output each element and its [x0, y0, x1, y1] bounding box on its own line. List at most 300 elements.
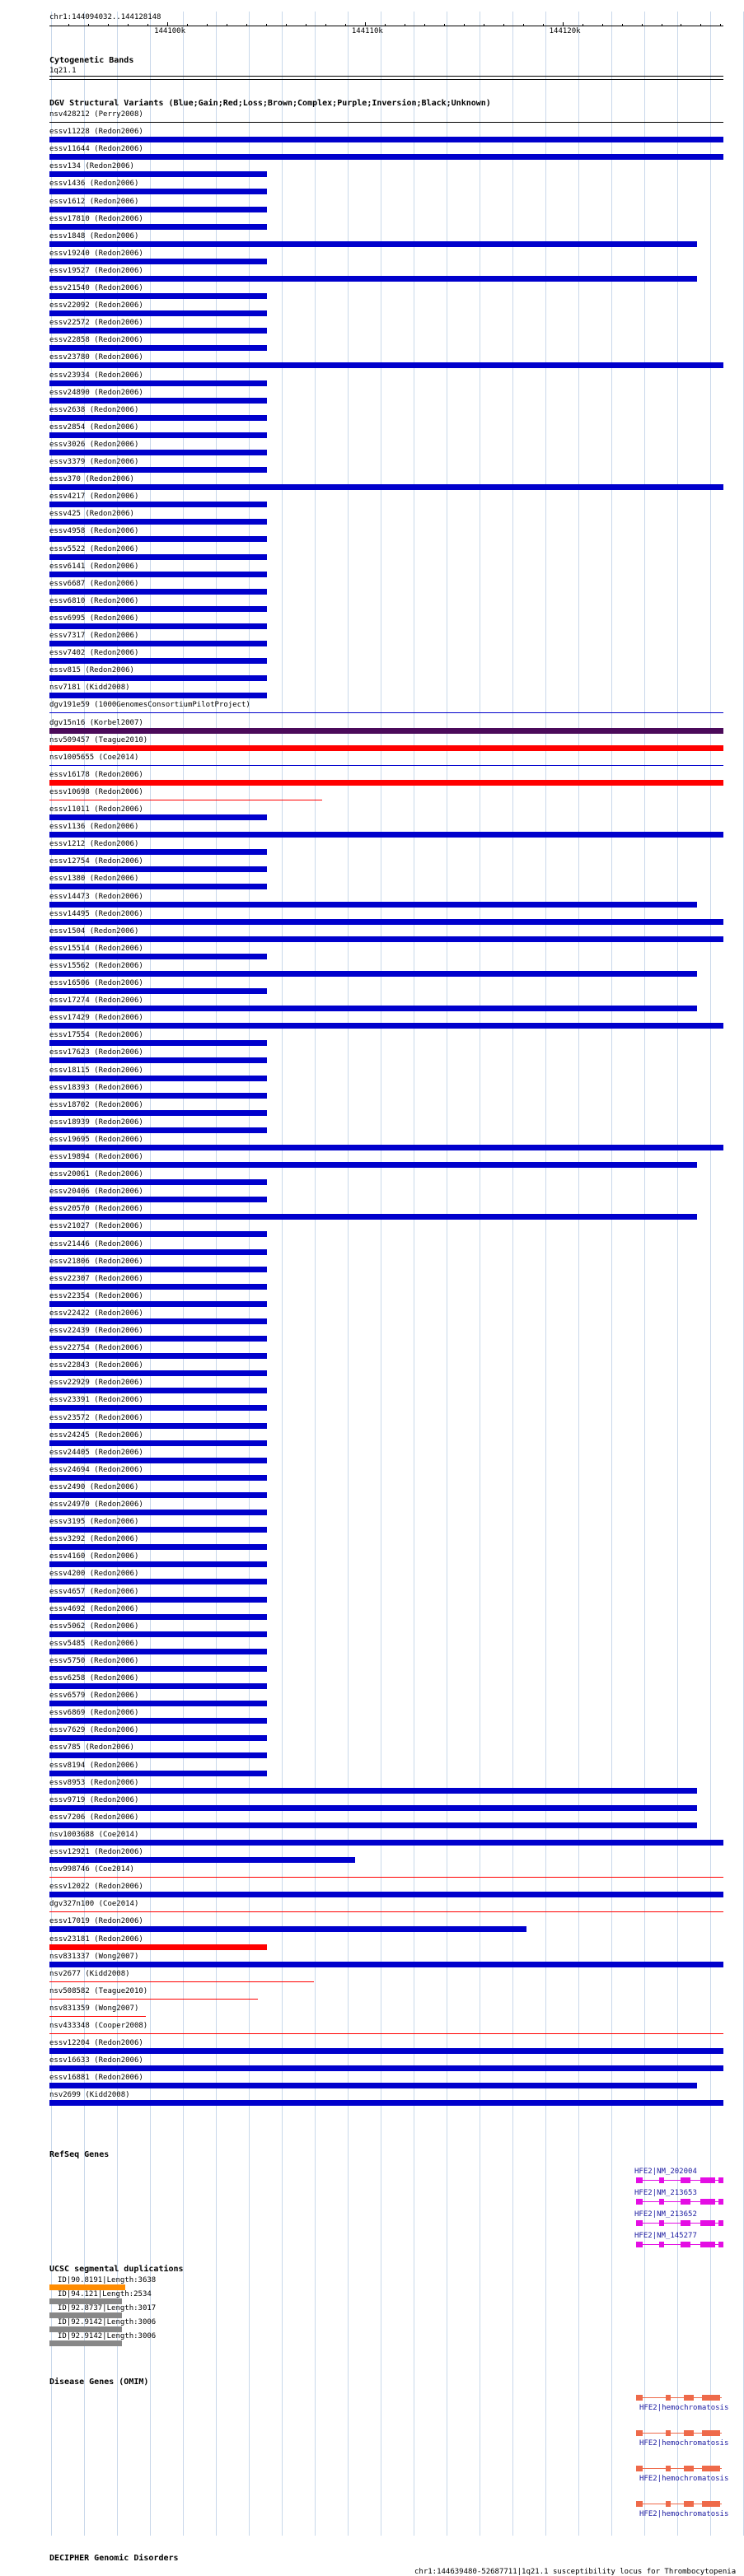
variant-bar[interactable] — [49, 2100, 723, 2106]
refseq-gene-exon[interactable] — [718, 2199, 723, 2205]
variant-bar[interactable] — [49, 1683, 267, 1689]
variant-label[interactable]: essv1504 (Redon2006) — [49, 926, 139, 936]
variant-label[interactable]: essv20570 (Redon2006) — [49, 1205, 143, 1214]
segdup-bar[interactable] — [49, 2340, 122, 2346]
variant-line[interactable] — [49, 1999, 258, 2000]
variant-label[interactable]: essv4200 (Redon2006) — [49, 1570, 139, 1579]
omim-gene-exon[interactable] — [702, 2430, 720, 2436]
variant-label[interactable]: essv10698 (Redon2006) — [49, 787, 143, 796]
refseq-gene-label[interactable]: HFE2|NM_213652 — [634, 2210, 697, 2219]
variant-label[interactable]: essv24694 (Redon2006) — [49, 1465, 143, 1474]
variant-bar[interactable] — [49, 1701, 267, 1706]
variant-label[interactable]: essv3195 (Redon2006) — [49, 1518, 139, 1527]
variant-line[interactable] — [49, 765, 723, 766]
refseq-gene-exon[interactable] — [659, 2199, 664, 2205]
variant-bar[interactable] — [49, 467, 267, 473]
variant-bar[interactable] — [49, 1788, 697, 1794]
variant-label[interactable]: essv8953 (Redon2006) — [49, 1778, 139, 1787]
variant-bar[interactable] — [49, 1492, 267, 1498]
variant-label[interactable]: essv22754 (Redon2006) — [49, 1344, 143, 1353]
variant-label[interactable]: essv19527 (Redon2006) — [49, 266, 143, 275]
variant-label[interactable]: essv6869 (Redon2006) — [49, 1709, 139, 1718]
variant-label[interactable]: essv6579 (Redon2006) — [49, 1692, 139, 1701]
variant-bar[interactable] — [49, 1944, 267, 1950]
variant-label[interactable]: essv16633 (Redon2006) — [49, 2056, 143, 2065]
variant-bar[interactable] — [49, 1579, 267, 1584]
refseq-gene-exon[interactable] — [659, 2242, 664, 2247]
variant-label[interactable]: nsv433348 (Cooper2008) — [49, 2022, 148, 2030]
variant-bar[interactable] — [49, 310, 267, 316]
variant-bar[interactable] — [49, 1475, 267, 1481]
variant-label[interactable]: essv11644 (Redon2006) — [49, 145, 143, 154]
segdup-label[interactable]: ID|90.8191|Length:3638 — [58, 2276, 157, 2284]
variant-bar[interactable] — [49, 328, 267, 334]
refseq-gene-exon[interactable] — [681, 2177, 690, 2183]
refseq-gene-exon[interactable] — [718, 2177, 723, 2183]
variant-label[interactable]: essv24970 (Redon2006) — [49, 1500, 143, 1509]
variant-bar[interactable] — [49, 572, 267, 577]
grid-line — [249, 12, 250, 2536]
variant-label[interactable]: essv12022 (Redon2006) — [49, 1883, 143, 1892]
ruler-tick — [167, 22, 168, 26]
variant-label[interactable]: essv12921 (Redon2006) — [49, 1848, 143, 1856]
variant-bar[interactable] — [49, 780, 723, 786]
variant-label[interactable]: essv15562 (Redon2006) — [49, 961, 143, 970]
variant-bar[interactable] — [49, 606, 267, 612]
variant-label[interactable]: nsv1003688 (Coe2014) — [49, 1830, 139, 1839]
variant-bar[interactable] — [49, 1926, 526, 1932]
ruler-tick — [266, 24, 267, 26]
variant-bar[interactable] — [49, 1805, 697, 1811]
variant-label[interactable]: nsv509457 (Teague2010) — [49, 735, 148, 744]
variant-label[interactable]: essv2854 (Redon2006) — [49, 422, 139, 432]
ruler-tick — [187, 24, 188, 26]
omim-gene-exon[interactable] — [666, 2430, 671, 2436]
variant-label[interactable]: essv11228 (Redon2006) — [49, 128, 143, 137]
segdup-label[interactable]: ID|94.121|Length:2534 — [58, 2290, 152, 2298]
variant-bar[interactable] — [49, 1040, 267, 1046]
variant-label[interactable]: essv22858 (Redon2006) — [49, 336, 143, 345]
decipher-item-label[interactable]: chr1:144639480-52687711|1q21.1 susceptibility locus for Thrombocytopenia — [414, 2568, 737, 2576]
ruler-tick — [246, 24, 247, 26]
variant-label[interactable]: essv2638 (Redon2006) — [49, 405, 139, 414]
variant-label[interactable]: nsv7181 (Kidd2008) — [49, 684, 130, 693]
variant-label[interactable]: nsv508582 (Teague2010) — [49, 1986, 148, 1995]
variant-bar[interactable] — [49, 1127, 267, 1133]
variant-label[interactable]: nsv2699 (Kidd2008) — [49, 2091, 130, 2100]
refseq-gene-exon[interactable] — [636, 2177, 643, 2183]
variant-label[interactable]: essv2490 (Redon2006) — [49, 1482, 139, 1491]
variant-bar[interactable] — [49, 1214, 697, 1220]
omim-gene-exon[interactable] — [666, 2501, 671, 2507]
variant-label[interactable]: essv23780 (Redon2006) — [49, 353, 143, 362]
variant-label[interactable]: essv4160 (Redon2006) — [49, 1552, 139, 1561]
omim-gene-exon[interactable] — [702, 2466, 720, 2471]
variant-label[interactable]: nsv998746 (Coe2014) — [49, 1865, 134, 1874]
variant-label[interactable]: essv20406 (Redon2006) — [49, 1188, 143, 1197]
variant-label[interactable]: essv19695 (Redon2006) — [49, 1135, 143, 1144]
variant-bar[interactable] — [49, 1284, 267, 1290]
variant-bar[interactable] — [49, 988, 267, 994]
omim-gene-exon[interactable] — [702, 2395, 720, 2401]
variant-label[interactable]: essv5750 (Redon2006) — [49, 1656, 139, 1665]
omim-gene-exon[interactable] — [684, 2466, 694, 2471]
variant-line[interactable] — [49, 2033, 723, 2034]
variant-bar[interactable] — [49, 1735, 267, 1741]
variant-label[interactable]: essv22092 (Redon2006) — [49, 301, 143, 310]
variant-label[interactable]: essv4958 (Redon2006) — [49, 527, 139, 536]
variant-line[interactable] — [49, 1911, 723, 1912]
variant-label[interactable]: essv6995 (Redon2006) — [49, 614, 139, 623]
variant-label[interactable]: essv1848 (Redon2006) — [49, 231, 139, 240]
variant-bar[interactable] — [49, 954, 267, 959]
omim-gene-exon[interactable] — [636, 2501, 643, 2507]
segdup-bar[interactable] — [49, 2326, 122, 2332]
variant-label[interactable]: essv22307 (Redon2006) — [49, 1274, 143, 1283]
segdup-bar[interactable] — [49, 2312, 122, 2318]
variant-label[interactable]: essv4657 (Redon2006) — [49, 1587, 139, 1596]
variant-bar[interactable] — [49, 936, 723, 942]
ruler-tick-label: 144110k — [351, 27, 383, 35]
variant-bar[interactable] — [49, 276, 697, 282]
variant-label[interactable]: essv18702 (Redon2006) — [49, 1100, 143, 1109]
variant-label[interactable]: essv7629 (Redon2006) — [49, 1726, 139, 1735]
variant-label[interactable]: essv7317 (Redon2006) — [49, 632, 139, 640]
omim-gene-exon[interactable] — [702, 2501, 720, 2507]
variant-label[interactable]: essv17623 (Redon2006) — [49, 1048, 143, 1057]
variant-label[interactable]: essv17429 (Redon2006) — [49, 1014, 143, 1023]
variant-bar[interactable] — [49, 1649, 267, 1654]
variant-bar[interactable] — [49, 832, 723, 838]
variant-bar[interactable] — [49, 1892, 723, 1897]
variant-bar[interactable] — [49, 1162, 697, 1168]
variant-bar[interactable] — [49, 137, 723, 142]
variant-label[interactable]: essv7402 (Redon2006) — [49, 649, 139, 658]
variant-label[interactable]: essv17019 (Redon2006) — [49, 1917, 143, 1926]
variant-label[interactable]: essv425 (Redon2006) — [49, 510, 134, 519]
refseq-gene-exon[interactable] — [681, 2199, 690, 2205]
omim-gene-label[interactable]: HFE2|hemochromatosis — [639, 2475, 729, 2483]
variant-bar[interactable] — [49, 849, 267, 855]
variant-bar[interactable] — [49, 380, 267, 386]
variant-bar[interactable] — [49, 1752, 267, 1758]
variant-bar[interactable] — [49, 971, 697, 977]
variant-label[interactable]: essv18393 (Redon2006) — [49, 1083, 143, 1092]
variant-bar[interactable] — [49, 189, 267, 194]
variant-line[interactable] — [49, 1877, 723, 1878]
segdup-label[interactable]: ID|92.8737|Length:3017 — [58, 2304, 157, 2312]
variant-bar[interactable] — [49, 502, 267, 507]
variant-bar[interactable] — [49, 641, 267, 646]
variant-label[interactable]: essv17810 (Redon2006) — [49, 214, 143, 223]
variant-label[interactable]: essv11011 (Redon2006) — [49, 805, 143, 814]
variant-bar[interactable] — [49, 1597, 267, 1603]
variant-bar[interactable] — [49, 554, 267, 560]
variant-label[interactable]: essv24405 (Redon2006) — [49, 1448, 143, 1457]
variant-label[interactable]: essv12204 (Redon2006) — [49, 2039, 143, 2048]
variant-bar[interactable] — [49, 484, 723, 490]
variant-bar[interactable] — [49, 432, 267, 438]
omim-gene-exon[interactable] — [636, 2466, 643, 2471]
variant-bar[interactable] — [49, 1231, 267, 1237]
refseq-gene-label[interactable]: HFE2|NM_202004 — [634, 2168, 697, 2176]
variant-bar[interactable] — [49, 2083, 697, 2088]
variant-bar[interactable] — [49, 1006, 697, 1011]
variant-bar[interactable] — [49, 1370, 267, 1376]
variant-label[interactable]: essv18939 (Redon2006) — [49, 1118, 143, 1127]
variant-line[interactable] — [49, 1981, 314, 1982]
variant-bar[interactable] — [49, 1093, 267, 1099]
omim-gene-label[interactable]: HFE2|hemochromatosis — [639, 2404, 729, 2412]
variant-bar[interactable] — [49, 345, 267, 351]
refseq-gene-exon[interactable] — [636, 2242, 643, 2247]
variant-label[interactable]: essv785 (Redon2006) — [49, 1743, 134, 1752]
variant-label[interactable]: essv1436 (Redon2006) — [49, 180, 139, 189]
variant-label[interactable]: nsv2677 (Kidd2008) — [49, 1969, 130, 1978]
refseq-gene-exon[interactable] — [700, 2242, 715, 2247]
variant-bar[interactable] — [49, 623, 267, 629]
variant-label[interactable]: essv24890 (Redon2006) — [49, 388, 143, 397]
variant-bar[interactable] — [49, 362, 723, 368]
omim-gene-exon[interactable] — [666, 2466, 671, 2471]
refseq-gene-exon[interactable] — [681, 2242, 690, 2247]
refseq-gene-exon[interactable] — [681, 2220, 690, 2226]
variant-bar[interactable] — [49, 450, 267, 455]
variant-label[interactable]: essv16506 (Redon2006) — [49, 979, 143, 987]
dgv-title: DGV Structural Variants (Blue;Gain;Red;Loss;Brown;Complex;Purple;Inversion;Black;Unknown) — [49, 99, 491, 108]
variant-bar[interactable] — [49, 675, 267, 681]
variant-label[interactable]: essv5485 (Redon2006) — [49, 1639, 139, 1648]
variant-bar[interactable] — [49, 1318, 267, 1324]
variant-label[interactable]: essv21806 (Redon2006) — [49, 1257, 143, 1266]
variant-bar[interactable] — [49, 693, 267, 698]
variant-bar[interactable] — [49, 1023, 723, 1029]
refseq-gene-exon[interactable] — [700, 2177, 715, 2183]
cytoband-label[interactable]: 1q21.1 — [49, 67, 77, 75]
variant-bar[interactable] — [49, 171, 267, 177]
variant-label[interactable]: nsv428212 (Perry2008) — [49, 110, 143, 119]
variant-bar[interactable] — [49, 814, 267, 820]
refseq-gene-label[interactable]: HFE2|NM_145277 — [634, 2232, 697, 2240]
variant-label[interactable]: essv19894 (Redon2006) — [49, 1153, 143, 1161]
variant-label[interactable]: essv12754 (Redon2006) — [49, 857, 143, 866]
refseq-gene-label[interactable]: HFE2|NM_213653 — [634, 2189, 697, 2197]
variant-label[interactable]: essv6141 (Redon2006) — [49, 562, 139, 571]
variant-label[interactable]: essv6810 (Redon2006) — [49, 596, 139, 605]
variant-label[interactable]: essv21446 (Redon2006) — [49, 1239, 143, 1248]
variant-bar[interactable] — [49, 1301, 267, 1307]
variant-label[interactable]: dgv191e59 (1000GenomesConsortiumPilotProject) — [49, 701, 250, 710]
variant-label[interactable]: essv4217 (Redon2006) — [49, 492, 139, 502]
segdup-bar[interactable] — [49, 2284, 125, 2290]
variant-label[interactable]: essv1212 (Redon2006) — [49, 840, 139, 849]
variant-label[interactable]: essv19240 (Redon2006) — [49, 249, 143, 258]
omim-gene-exon[interactable] — [684, 2395, 694, 2401]
variant-label[interactable]: essv22843 (Redon2006) — [49, 1361, 143, 1370]
variant-bar[interactable] — [49, 884, 267, 889]
variant-bar[interactable] — [49, 1840, 723, 1846]
variant-bar[interactable] — [49, 415, 267, 421]
variant-bar[interactable] — [49, 1267, 267, 1272]
variant-bar[interactable] — [49, 207, 267, 212]
variant-bar[interactable] — [49, 241, 697, 247]
variant-bar[interactable] — [49, 1962, 723, 1967]
variant-bar[interactable] — [49, 1388, 267, 1393]
variant-label[interactable]: essv5062 (Redon2006) — [49, 1622, 139, 1631]
variant-label[interactable]: essv17554 (Redon2006) — [49, 1031, 143, 1040]
variant-label[interactable]: essv5522 (Redon2006) — [49, 544, 139, 553]
omim-title: Disease Genes (OMIM) — [49, 2378, 149, 2387]
variant-bar[interactable] — [49, 1423, 267, 1429]
variant-label[interactable]: essv14473 (Redon2006) — [49, 892, 143, 901]
variant-bar[interactable] — [49, 1249, 267, 1255]
variant-label[interactable]: essv23181 (Redon2006) — [49, 1934, 143, 1944]
variant-label[interactable]: essv3379 (Redon2006) — [49, 458, 139, 466]
variant-bar[interactable] — [49, 1771, 267, 1776]
variant-label[interactable]: essv1380 (Redon2006) — [49, 875, 139, 884]
omim-gene-exon[interactable] — [666, 2395, 671, 2401]
variant-bar[interactable] — [49, 1110, 267, 1116]
variant-line[interactable] — [49, 122, 723, 123]
refseq-gene-exon[interactable] — [659, 2220, 664, 2226]
variant-bar[interactable] — [49, 1336, 267, 1342]
variant-bar[interactable] — [49, 1076, 267, 1081]
omim-gene-exon[interactable] — [684, 2430, 694, 2436]
variant-label[interactable]: essv23934 (Redon2006) — [49, 371, 143, 380]
variant-bar[interactable] — [49, 519, 267, 525]
variant-label[interactable]: essv3026 (Redon2006) — [49, 440, 139, 449]
variant-label[interactable]: essv22422 (Redon2006) — [49, 1309, 143, 1318]
variant-label[interactable]: essv6258 (Redon2006) — [49, 1674, 139, 1682]
variant-bar[interactable] — [49, 1057, 267, 1063]
variant-bar[interactable] — [49, 1544, 267, 1550]
variant-label[interactable]: essv22572 (Redon2006) — [49, 319, 143, 328]
variant-label[interactable]: essv1136 (Redon2006) — [49, 823, 139, 832]
variant-label[interactable]: essv22354 (Redon2006) — [49, 1291, 143, 1300]
refseq-gene-exon[interactable] — [718, 2220, 723, 2226]
omim-gene-label[interactable]: HFE2|hemochromatosis — [639, 2510, 729, 2518]
variant-label[interactable]: essv24245 (Redon2006) — [49, 1430, 143, 1440]
variant-bar[interactable] — [49, 1561, 267, 1567]
variant-label[interactable]: essv16881 (Redon2006) — [49, 2074, 143, 2083]
refseq-gene-exon[interactable] — [700, 2220, 715, 2226]
variant-bar[interactable] — [49, 1718, 267, 1724]
segdup-label[interactable]: ID|92.9142|Length:3006 — [58, 2332, 157, 2340]
omim-gene-exon[interactable] — [684, 2501, 694, 2507]
variant-label[interactable]: essv22929 (Redon2006) — [49, 1379, 143, 1388]
omim-gene-exon[interactable] — [636, 2430, 643, 2436]
variant-bar[interactable] — [49, 1458, 267, 1463]
variant-label[interactable]: nsv831337 (Wong2007) — [49, 1952, 139, 1961]
variant-bar[interactable] — [49, 1631, 267, 1637]
variant-label[interactable]: essv15514 (Redon2006) — [49, 944, 143, 953]
variant-bar[interactable] — [49, 2065, 723, 2071]
variant-label[interactable]: essv3292 (Redon2006) — [49, 1535, 139, 1544]
variant-label[interactable]: essv815 (Redon2006) — [49, 666, 134, 675]
variant-bar[interactable] — [49, 1614, 267, 1620]
variant-bar[interactable] — [49, 1822, 697, 1828]
variant-bar[interactable] — [49, 1857, 355, 1863]
omim-gene-label[interactable]: HFE2|hemochromatosis — [639, 2439, 729, 2448]
grid-line — [512, 12, 513, 2536]
variant-label[interactable]: essv17274 (Redon2006) — [49, 996, 143, 1006]
variant-bar[interactable] — [49, 728, 723, 734]
variant-bar[interactable] — [49, 1440, 267, 1446]
variant-bar[interactable] — [49, 1179, 267, 1185]
variant-label[interactable]: essv21027 (Redon2006) — [49, 1222, 143, 1231]
omim-gene-exon[interactable] — [636, 2395, 643, 2401]
variant-bar[interactable] — [49, 259, 267, 264]
variant-bar[interactable] — [49, 536, 267, 542]
variant-bar[interactable] — [49, 589, 267, 595]
variant-label[interactable]: essv14495 (Redon2006) — [49, 909, 143, 918]
variant-bar[interactable] — [49, 1527, 267, 1533]
variant-bar[interactable] — [49, 866, 267, 872]
grid-line — [644, 12, 645, 2536]
ruler-tick — [385, 24, 386, 26]
variant-label[interactable]: nsv1005655 (Coe2014) — [49, 753, 139, 762]
variant-bar[interactable] — [49, 154, 723, 160]
variant-bar[interactable] — [49, 398, 267, 404]
variant-bar[interactable] — [49, 902, 697, 908]
variant-label[interactable]: essv23391 (Redon2006) — [49, 1396, 143, 1405]
grid-line — [150, 12, 151, 2536]
variant-label[interactable]: essv20061 (Redon2006) — [49, 1170, 143, 1179]
refseq-gene-exon[interactable] — [659, 2177, 664, 2183]
segdup-label[interactable]: ID|92.9142|Length:3006 — [58, 2318, 157, 2326]
variant-label[interactable]: dgv15n16 (Korbel2007) — [49, 718, 143, 727]
variant-label[interactable]: essv8194 (Redon2006) — [49, 1761, 139, 1770]
variant-bar[interactable] — [49, 1405, 267, 1411]
variant-label[interactable]: essv370 (Redon2006) — [49, 475, 134, 484]
variant-line[interactable] — [49, 712, 723, 713]
variant-label[interactable]: essv1612 (Redon2006) — [49, 197, 139, 206]
variant-label[interactable]: dgv327n100 (Coe2014) — [49, 1900, 139, 1909]
variant-label[interactable]: essv6687 (Redon2006) — [49, 579, 139, 588]
variant-bar[interactable] — [49, 1145, 723, 1150]
variant-label[interactable]: essv21540 (Redon2006) — [49, 284, 143, 292]
variant-bar[interactable] — [49, 293, 267, 299]
variant-bar[interactable] — [49, 224, 267, 230]
ruler-tick — [563, 22, 564, 26]
variant-label[interactable]: essv22439 (Redon2006) — [49, 1327, 143, 1335]
variant-line[interactable] — [49, 2016, 146, 2017]
variant-bar[interactable] — [49, 745, 723, 751]
refseq-gene-exon[interactable] — [636, 2220, 643, 2226]
refseq-gene-exon[interactable] — [700, 2199, 715, 2205]
variant-bar[interactable] — [49, 658, 267, 664]
refseq-gene-exon[interactable] — [636, 2199, 643, 2205]
variant-label[interactable]: essv134 (Redon2006) — [49, 162, 134, 171]
ruler-tick — [108, 24, 109, 26]
variant-bar[interactable] — [49, 919, 723, 925]
variant-label[interactable]: essv16178 (Redon2006) — [49, 770, 143, 779]
variant-bar[interactable] — [49, 1666, 267, 1672]
variant-label[interactable]: essv7206 (Redon2006) — [49, 1813, 139, 1822]
variant-label[interactable]: nsv831359 (Wong2007) — [49, 2004, 139, 2013]
variant-bar[interactable] — [49, 1197, 267, 1202]
variant-label[interactable]: essv9719 (Redon2006) — [49, 1795, 139, 1804]
variant-bar[interactable] — [49, 1510, 267, 1515]
segdup-bar[interactable] — [49, 2298, 122, 2304]
variant-label[interactable]: essv23572 (Redon2006) — [49, 1413, 143, 1422]
variant-bar[interactable] — [49, 2048, 723, 2054]
refseq-gene-exon[interactable] — [718, 2242, 723, 2247]
variant-bar[interactable] — [49, 1353, 267, 1359]
grid-line — [282, 12, 283, 2536]
variant-label[interactable]: essv4692 (Redon2006) — [49, 1604, 139, 1613]
variant-label[interactable]: essv18115 (Redon2006) — [49, 1066, 143, 1075]
